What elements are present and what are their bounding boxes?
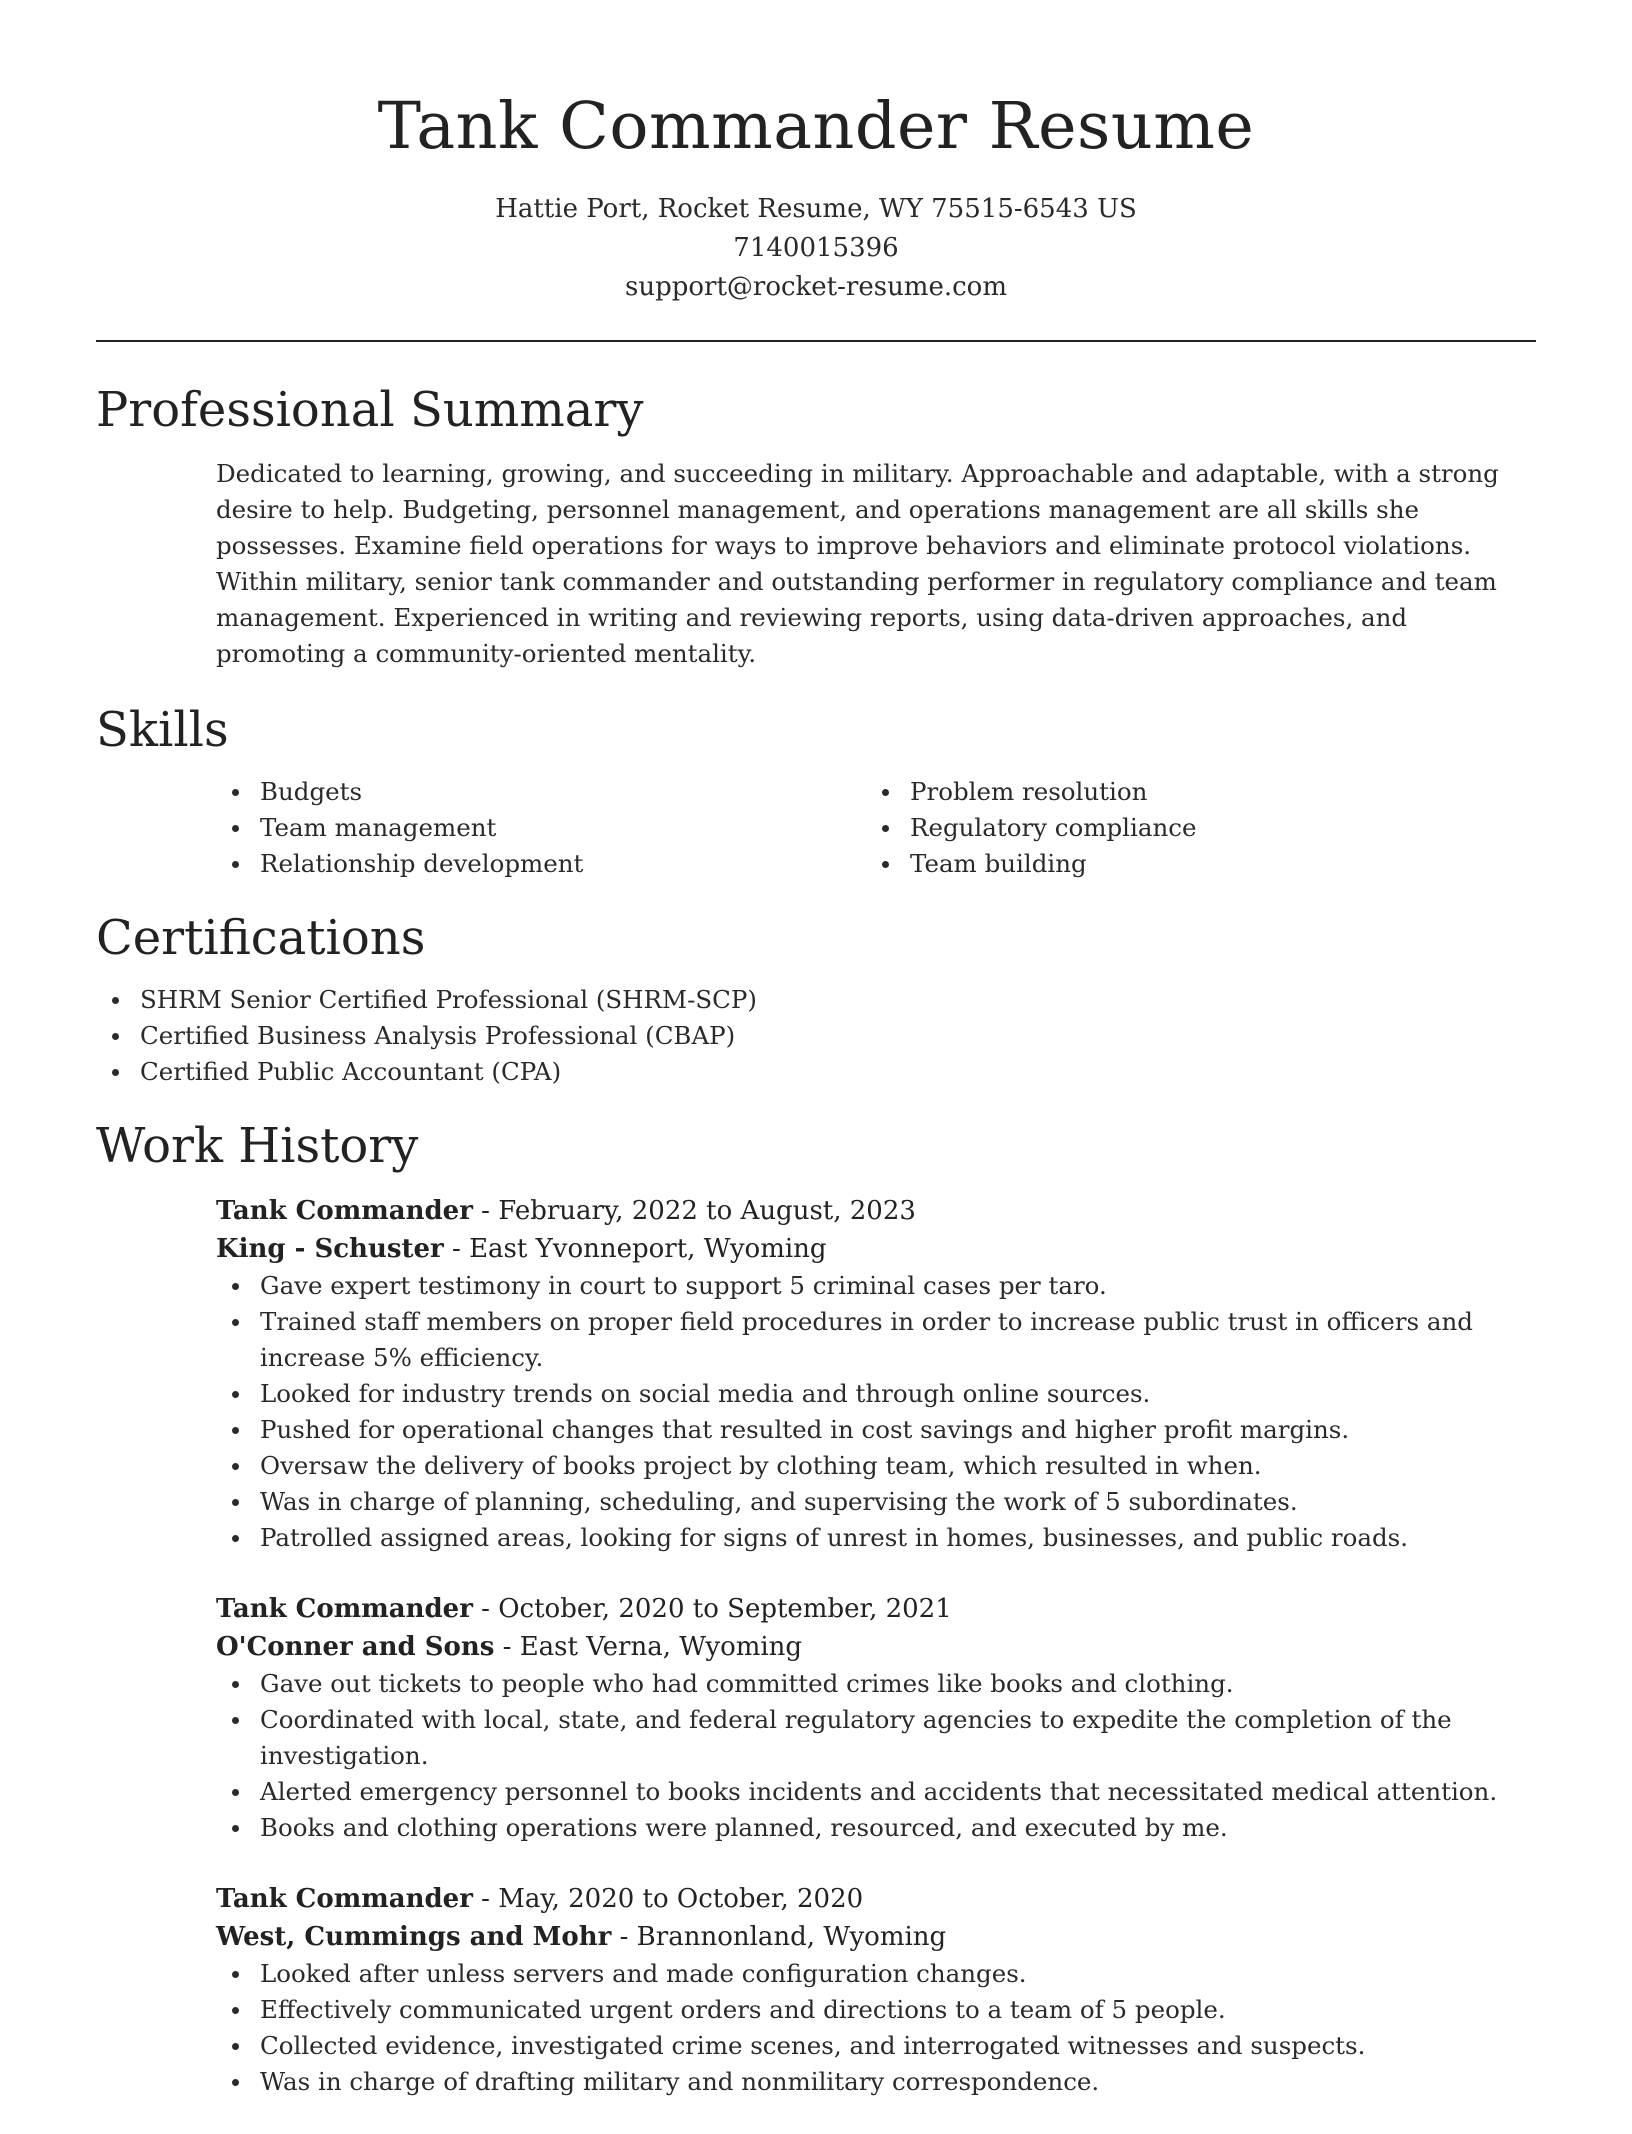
job-entry: [216, 1880, 1536, 2100]
job-title-line: [216, 1590, 1536, 1628]
skill-item: Budgets: [216, 774, 866, 810]
job-entry: [216, 1590, 1536, 1846]
job-role: Tank Commander: [216, 1196, 473, 1226]
skill-item: Problem resolution: [866, 774, 1516, 810]
job-duty: Collected evidence, investigated crime scenes, and interrogated witnesses and suspects.: [216, 2028, 1536, 2064]
skill-item: Regulatory compliance: [866, 810, 1516, 846]
contact-address: Hattie Port, Rocket Resume, WY 75515-6543 US: [495, 194, 1137, 224]
job-duties: [216, 1956, 1536, 2100]
contact-block: [96, 190, 1536, 307]
job-duties: [216, 1268, 1536, 1556]
skills-section: [96, 698, 1536, 882]
resume-page: [96, 0, 1536, 2134]
summary-section: [96, 378, 1536, 672]
work-history-section: [96, 1114, 1536, 2100]
certifications-list: [96, 982, 1536, 1090]
skills-heading: Skills: [96, 702, 229, 758]
job-company-line: [216, 1628, 1536, 1666]
job-company: West, Cummings and Mohr: [216, 1922, 612, 1952]
job-duty: Alerted emergency personnel to books incidents and accidents that necessitated medical attention.: [216, 1774, 1536, 1810]
job-duty: Was in charge of drafting military and nonmilitary correspondence.: [216, 2064, 1536, 2100]
job-duties: [216, 1666, 1536, 1846]
job-duty: Patrolled assigned areas, looking for signs of unrest in homes, businesses, and public roads.: [216, 1520, 1536, 1556]
job-location: - East Verna, Wyoming: [494, 1632, 803, 1662]
work-history-heading: Work History: [96, 1118, 419, 1174]
summary-text: Dedicated to learning, growing, and succeeding in military. Approachable and adaptable, with a strong desire to help. Budgeting, personnel management, and operations management are all skills she possesses. Examine field operations for ways to improve behaviors and eliminate protocol violations. Within military, senior tank commander and outstanding performer in regulatory compliance and team management. Experienced in writing and reviewing reports, using data-driven approaches, and promoting a community-oriented mentality.: [216, 459, 1499, 668]
job-dates: - October, 2020 to September, 2021: [472, 1594, 952, 1624]
certification-item: Certified Business Analysis Professional (CBAP): [96, 1018, 1536, 1054]
skills-column-right: [866, 774, 1516, 882]
job-duty: Books and clothing operations were planned, resourced, and executed by me.: [216, 1810, 1536, 1846]
job-entry: [216, 1192, 1536, 1556]
job-duty: Coordinated with local, state, and federal regulatory agencies to expedite the completion of the investigation.: [216, 1702, 1536, 1774]
job-role: Tank Commander: [216, 1884, 473, 1914]
job-location: - Brannonland, Wyoming: [611, 1922, 947, 1952]
summary-heading: Professional Summary: [96, 382, 644, 438]
job-duty: Trained staff members on proper field procedures in order to increase public trust in officers and increase 5% efficiency.: [216, 1304, 1536, 1376]
certification-item: SHRM Senior Certified Professional (SHRM-SCP): [96, 982, 1536, 1018]
job-location: - East Yvonneport, Wyoming: [443, 1234, 827, 1264]
job-role: Tank Commander: [216, 1594, 473, 1624]
page-title: Tank Commander Resume: [377, 89, 1255, 164]
skills-list: [216, 774, 1536, 882]
job-duty: Gave out tickets to people who had committed crimes like books and clothing.: [216, 1666, 1536, 1702]
job-title-line: [216, 1192, 1536, 1230]
certification-item: Certified Public Accountant (CPA): [96, 1054, 1536, 1090]
job-duty: Looked after unless servers and made configuration changes.: [216, 1956, 1536, 1992]
job-duty: Gave expert testimony in court to support 5 criminal cases per taro.: [216, 1268, 1536, 1304]
skill-item: Relationship development: [216, 846, 866, 882]
job-company-line: [216, 1918, 1536, 1956]
job-duty: Pushed for operational changes that resulted in cost savings and higher profit margins.: [216, 1412, 1536, 1448]
job-duty: Effectively communicated urgent orders and directions to a team of 5 people.: [216, 1992, 1536, 2028]
skill-item: Team management: [216, 810, 866, 846]
job-dates: - February, 2022 to August, 2023: [472, 1196, 916, 1226]
skill-item: Team building: [866, 846, 1516, 882]
contact-phone: 7140015396: [733, 233, 899, 263]
job-title-line: [216, 1880, 1536, 1918]
skills-column-left: [216, 774, 866, 882]
certifications-section: [96, 906, 1536, 1090]
job-company: King - Schuster: [216, 1234, 444, 1264]
job-duty: Was in charge of planning, scheduling, and supervising the work of 5 subordinates.: [216, 1484, 1536, 1520]
job-duty: Oversaw the delivery of books project by clothing team, which resulted in when.: [216, 1448, 1536, 1484]
job-duty: Looked for industry trends on social media and through online sources.: [216, 1376, 1536, 1412]
certifications-heading: Certifications: [96, 910, 426, 966]
resume-header: [96, 0, 1536, 307]
job-company-line: [216, 1230, 1536, 1268]
contact-email: support@rocket-resume.com: [624, 272, 1007, 302]
job-company: O'Conner and Sons: [216, 1632, 495, 1662]
job-dates: - May, 2020 to October, 2020: [472, 1884, 864, 1914]
header-divider: [96, 340, 1536, 342]
